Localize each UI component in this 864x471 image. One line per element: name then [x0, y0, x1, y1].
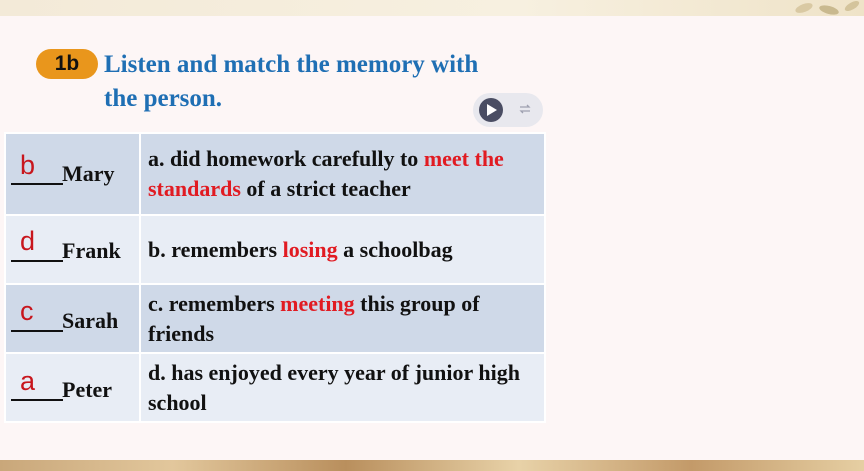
- table-row: [5, 284, 545, 353]
- table-row: [5, 133, 545, 215]
- answer-letter: d: [20, 226, 36, 256]
- answer-blank[interactable]: [11, 330, 63, 332]
- person-name: Mary: [62, 161, 115, 186]
- table-row: [5, 215, 545, 284]
- name-cell: [5, 353, 140, 422]
- exercise-badge: 1b: [36, 49, 98, 79]
- matching-table: [4, 132, 546, 423]
- memory-description: c. remembers meeting this group of friends: [148, 290, 480, 346]
- highlight-text: meet the standards: [148, 146, 504, 201]
- bottom-decorative-band: [0, 460, 864, 471]
- exercise-title: Listen and match the memory with the person.: [104, 51, 479, 112]
- answer-letter: c: [20, 296, 34, 326]
- memory-description: b. remembers losing a schoolbag: [148, 236, 453, 262]
- name-cell: [5, 284, 140, 353]
- description-cell: [140, 284, 545, 353]
- play-icon: [486, 104, 498, 116]
- highlight-text: losing: [282, 236, 338, 262]
- table-row: [5, 353, 545, 422]
- person-name: Peter: [62, 377, 113, 402]
- highlight-text: meeting: [280, 290, 355, 316]
- top-decorative-band: [0, 0, 864, 16]
- person-name: Frank: [62, 238, 121, 263]
- answer-blank[interactable]: [11, 183, 63, 185]
- memory-description: d. has enjoyed every year of junior high school: [148, 359, 520, 415]
- description-cell: [140, 353, 545, 422]
- person-name: Sarah: [62, 308, 119, 333]
- answer-blank[interactable]: [11, 260, 63, 262]
- loop-icon[interactable]: [518, 102, 532, 116]
- answer-letter: a: [20, 366, 36, 396]
- description-cell: [140, 133, 545, 215]
- answer-blank[interactable]: [11, 399, 63, 401]
- name-cell: [5, 215, 140, 284]
- memory-description: a. did homework carefully to meet the standards of a strict teacher: [148, 146, 504, 201]
- description-cell: [140, 215, 545, 284]
- answer-letter: b: [20, 150, 36, 180]
- name-cell: [5, 133, 140, 215]
- play-button[interactable]: [479, 98, 503, 122]
- audio-player: [473, 93, 543, 127]
